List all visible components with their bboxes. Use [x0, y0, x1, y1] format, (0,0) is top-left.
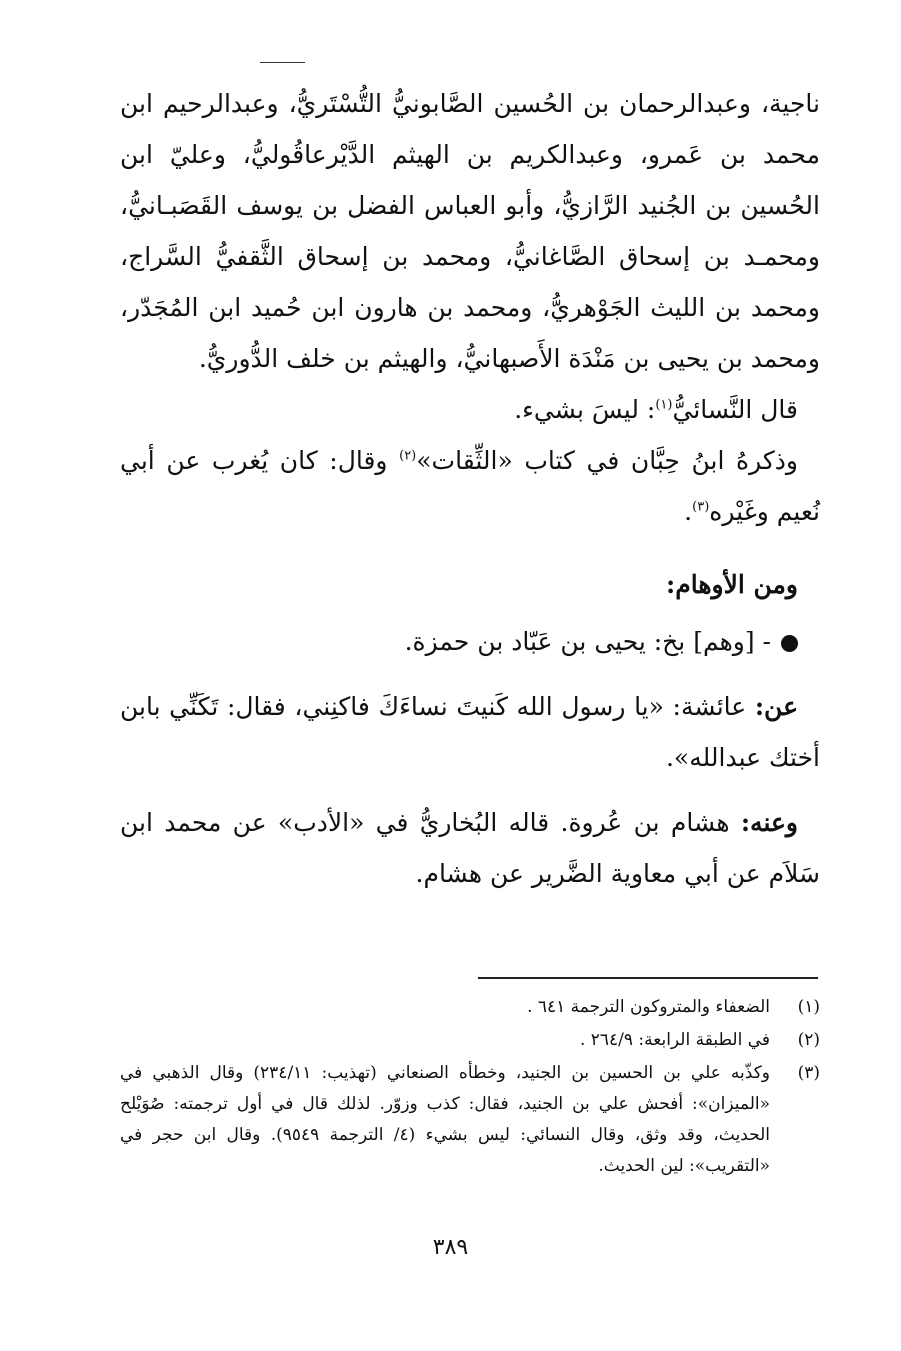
wanhu-paragraph	[120, 797, 820, 899]
footnote-1	[120, 992, 820, 1023]
aisha-paragraph	[120, 681, 820, 783]
hibban-paragraph	[120, 435, 820, 537]
awham-heading: ومن الأوهام:	[666, 570, 798, 599]
text-line: ابن حُميد ابن المُجَدّر، ومحمد بن يحيى بن مَنْدَة الأَصبهانيُّ،	[120, 293, 820, 373]
narrators-paragraph	[120, 78, 820, 384]
bullet-icon	[781, 635, 798, 652]
footnote-2	[120, 1025, 820, 1056]
wanhu-label: وعنه:	[740, 808, 798, 837]
footnote-text: في الطبقة الرابعة: ٢٦٤/٩ .	[579, 1030, 770, 1050]
footnote-3	[120, 1058, 820, 1182]
footnote-ref: (٣)	[692, 499, 710, 515]
aisha-text: عائشة: «يا رسول الله كَنيتَ نساءَكَ فاكنِني، فقال: تَكَنِّي بابن أختك عبدالله».	[120, 692, 820, 772]
text-line: والهيثم بن خلف الدُّوريُّ.	[198, 344, 448, 373]
nasai-text: قال النَّسائيُّ	[672, 395, 798, 424]
text-line: ابن محمد بن عَمرو، وعبدالكريم بن الهيثم الدَّيْرعاقُوليُّ، وعليّ	[120, 89, 820, 169]
wahm-entry	[120, 616, 820, 667]
text-line: ابن الحُسين بن الجُنيد الرَّازيُّ، وأبو العباس الفضل بن يوسف	[120, 140, 820, 220]
footnote-ref: (١)	[655, 397, 673, 413]
text-line: ناجية، وعبدالرحمان بن الحُسين الصَّابونيُّ التُّسْتَريُّ، وعبدالرحيم	[162, 89, 820, 118]
footnote-number: (٢)	[797, 1030, 820, 1050]
nasai-paragraph	[120, 384, 820, 435]
footnotes	[120, 992, 820, 1184]
main-text	[120, 78, 820, 899]
footnote-separator	[478, 977, 818, 979]
hibban-end: .	[684, 497, 693, 526]
footnote-text: وكذّبه علي بن الحسين بن الجنيد، وخطأه الصنعاني (تهذيب: ٢٣٤/١١) وقال الذهبي في «الميزان»: أفحش علي بن الجنيد، فقال: كذب وزوّر. لذلك قال في أول ترجمته: صُوَيْلح الحديث، وقد وثق، وقال النسائي: ليس بشيء (٤/ الترجمة ٩٥٤٩). وقال ابن حجر في «التقريب»: لين الحديث.	[120, 1063, 770, 1176]
header-rule	[260, 62, 305, 63]
hibban-quote: وقال: كان يُغرب عن أبي نُعيم وغَيْره	[120, 446, 820, 526]
footnote-text: الضعفاء والمتروكون الترجمة ٦٤١ .	[527, 997, 770, 1017]
an-label: عن:	[754, 692, 798, 721]
footnote-number: (١)	[797, 997, 820, 1017]
hibban-text: وذكرهُ ابنُ حِبَّان في كتاب «الثِّقات»	[416, 446, 798, 475]
text-line: الثَّقفيُّ السَّراج، ومحمد بن الليث الجَوْهريُّ، ومحمد بن هارون	[120, 242, 820, 322]
wanhu-text: هشام بن عُروة. قاله البُخاريُّ في «الأدب» عن محمد ابن سَلاَم عن أبي معاوية الضَّرير عن هشام.	[120, 808, 820, 888]
page-number: ٣٨٩	[432, 1235, 469, 1260]
footnote-number: (٣)	[797, 1063, 820, 1083]
nasai-verdict: : ليسَ بشيء.	[514, 395, 656, 424]
footnote-ref: (٢)	[399, 448, 417, 464]
wahm-text: - [وهم] بخ: يحيى بن عَبّاد بن حمزة.	[404, 627, 771, 656]
text-line: القَصَبـانيُّ، ومحمـد بن إسحاق الصَّاغانيُّ، ومحمد بن إسحاق	[120, 191, 821, 271]
